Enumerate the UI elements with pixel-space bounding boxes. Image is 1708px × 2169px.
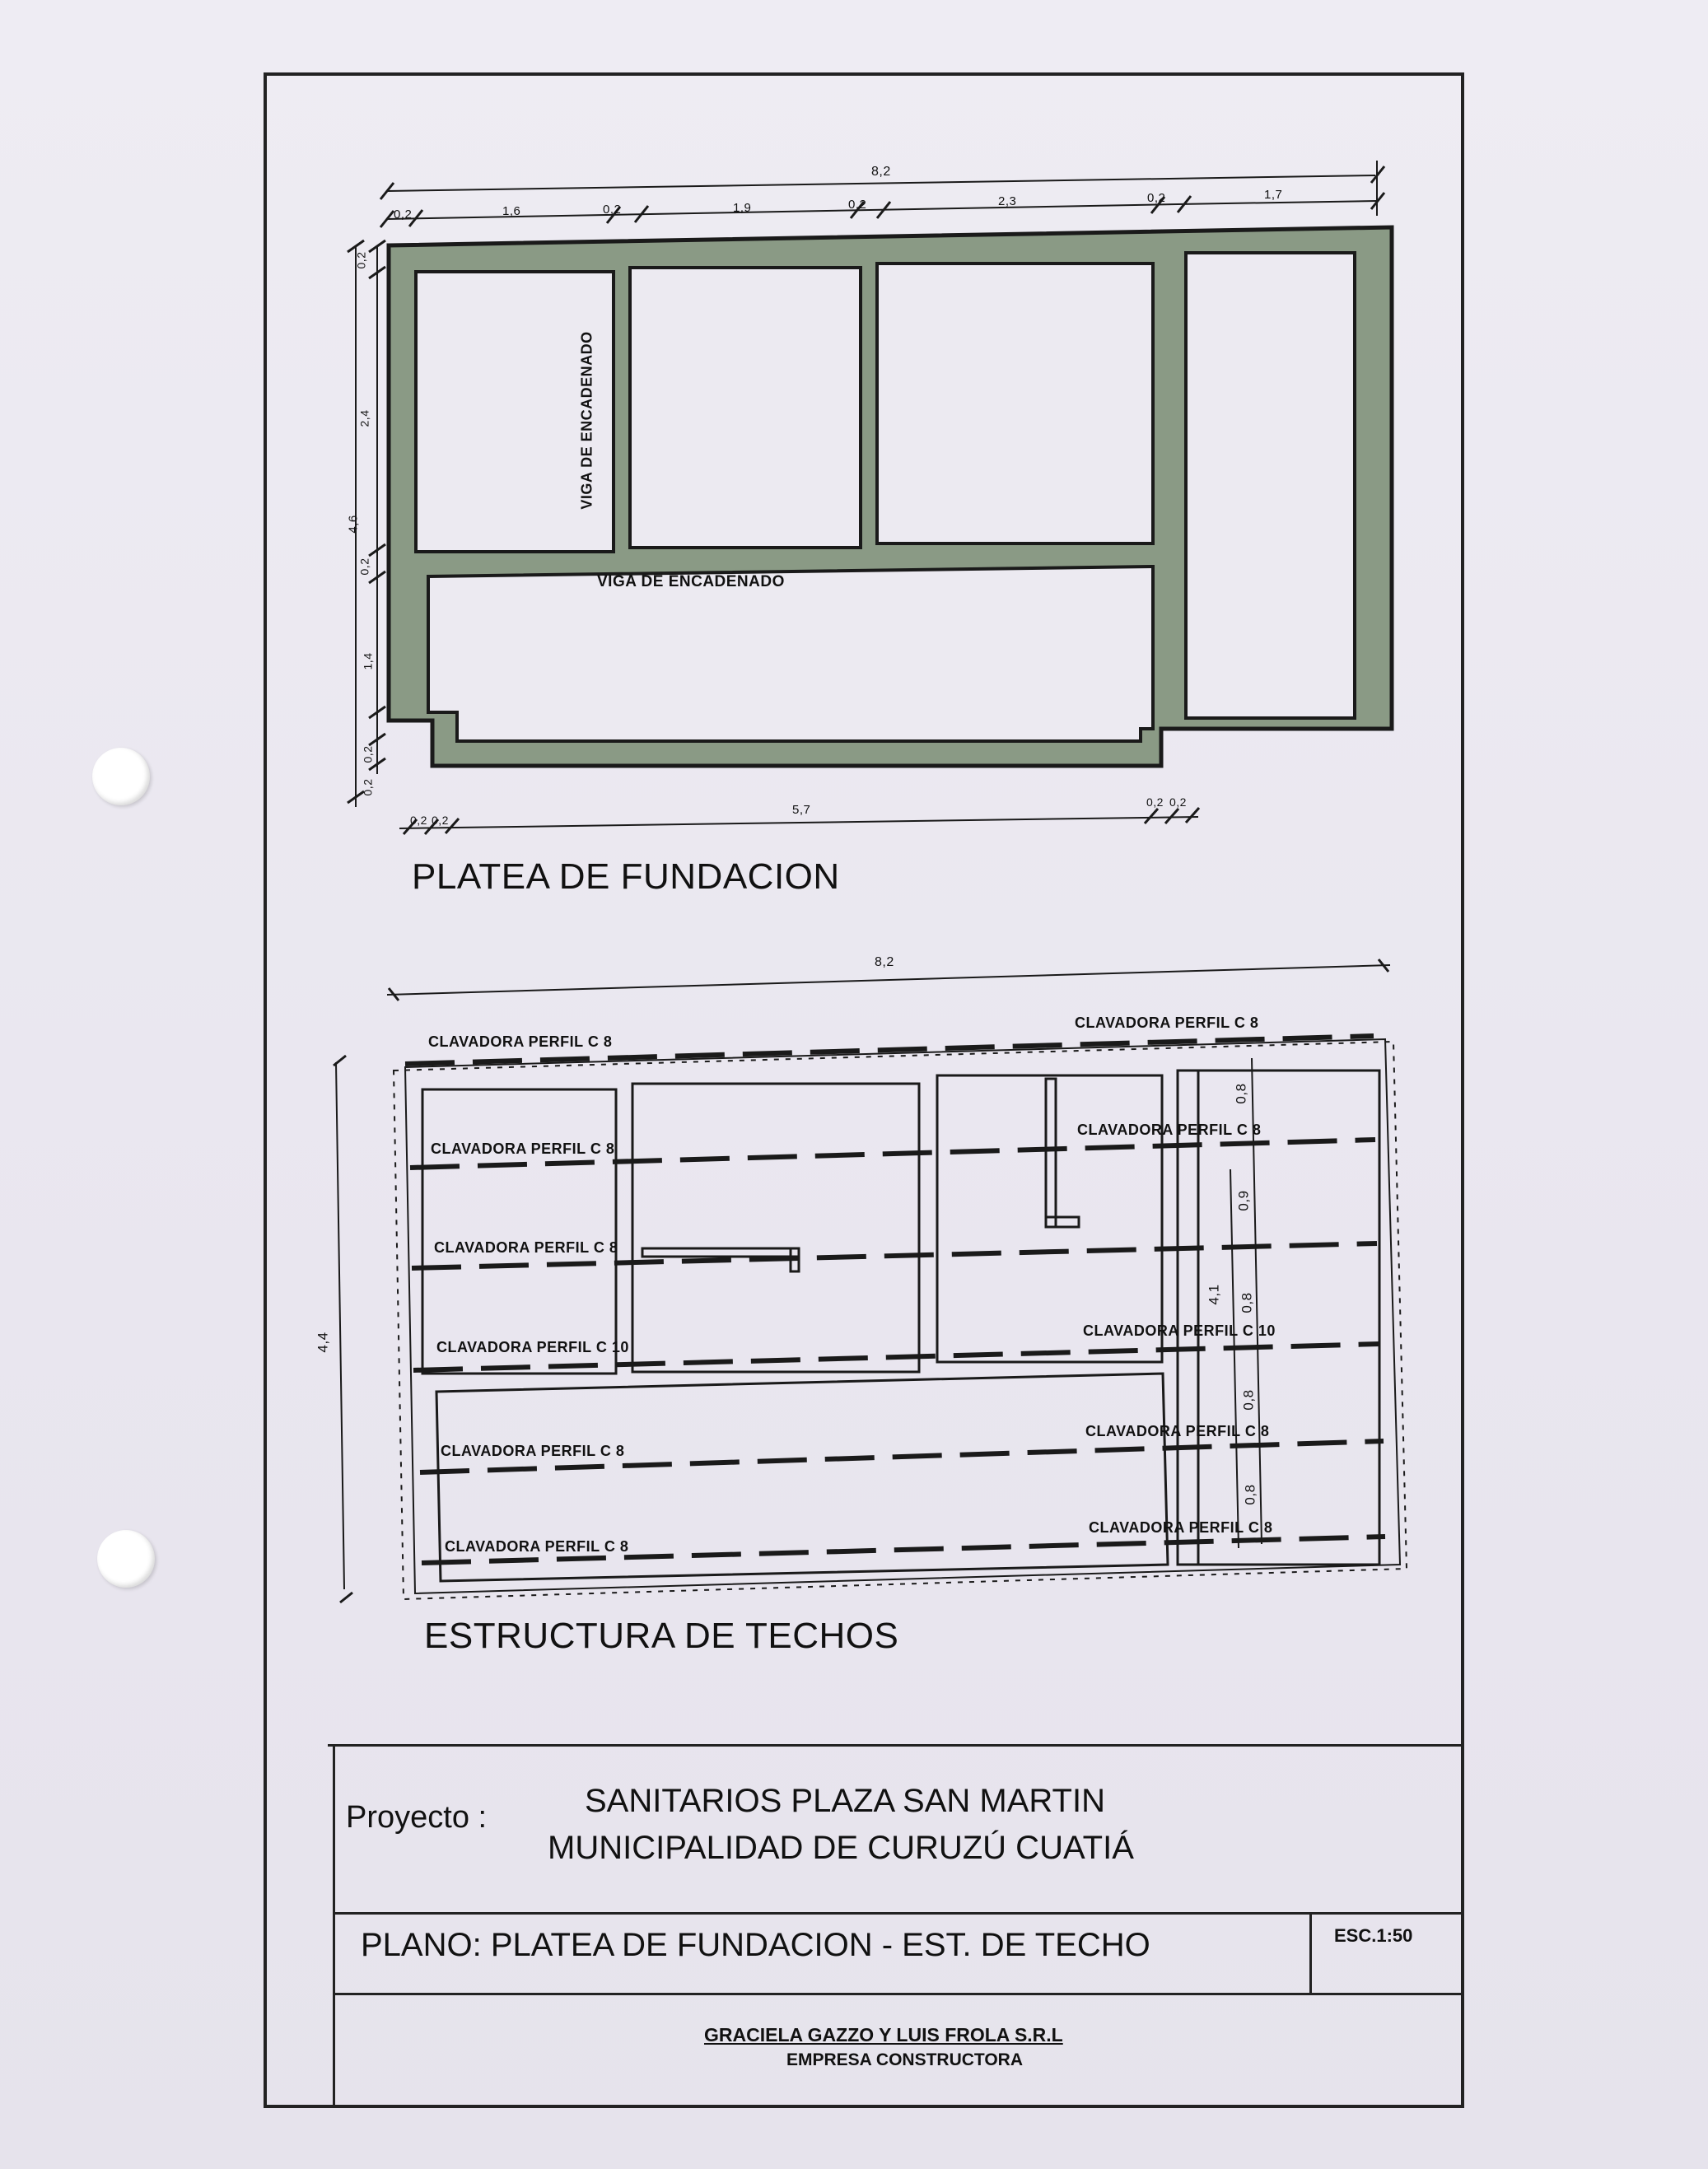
foundation-dim-top-8: 1,7 — [1264, 188, 1283, 202]
purlin-2-left: CLAVADORA PERFIL C 8 — [431, 1140, 615, 1157]
company-subtitle: EMPRESA CONSTRUCTORA — [786, 2050, 1024, 2069]
beam-label-vertical: VIGA DE ENCADENADO — [578, 331, 595, 510]
foundation-plan — [348, 161, 1392, 834]
purlin-4-right: CLAVADORA PERFIL C 10 — [1083, 1322, 1276, 1339]
roof-dim-top-total: 8,2 — [875, 955, 894, 969]
roof-dim-right-1: 0,8 — [1233, 1083, 1249, 1104]
title-block-left-rule — [333, 1744, 335, 2108]
foundation-room-2 — [630, 268, 861, 548]
roof-dim-inner-total: 4,1 — [1206, 1284, 1222, 1305]
roof-dim-right-3: 0,8 — [1239, 1292, 1255, 1313]
roof-plan-title: ESTRUCTURA DE TECHOS — [424, 1616, 899, 1656]
purlin-5-left: CLAVADORA PERFIL C 8 — [441, 1443, 625, 1459]
foundation-dim-top-total: 8,2 — [871, 165, 891, 179]
foundation-dim-left-total: 4,6 — [346, 515, 361, 534]
title-block-lower-rule — [333, 1993, 1464, 1995]
foundation-dim-left-3: 0,2 — [357, 557, 371, 576]
purlin-4-left: CLAVADORA PERFIL C 10 — [436, 1339, 629, 1355]
roof-room-1 — [422, 1089, 616, 1374]
roof-dim-right-2: 0,9 — [1235, 1190, 1252, 1211]
project-name-line1: SANITARIOS PLAZA SAN MARTIN — [585, 1783, 1105, 1819]
foundation-room-5 — [428, 567, 1153, 741]
foundation-dim-left-2: 2,4 — [357, 409, 371, 427]
roof-plan — [334, 959, 1407, 1602]
foundation-dim-top-5: 0,2 — [848, 198, 867, 212]
foundation-dim-left-4: 1,4 — [361, 652, 375, 670]
foundation-plan-title: PLATEA DE FUNDACION — [412, 856, 840, 897]
foundation-dim-top-1: 0,2 — [394, 208, 413, 222]
purlin-5-right: CLAVADORA PERFIL C 8 — [1085, 1423, 1270, 1439]
roof-dim-right-5: 0,8 — [1242, 1484, 1258, 1505]
title-block-mid-rule — [333, 1912, 1464, 1915]
roof-dim-left-total: 4,4 — [315, 1332, 331, 1353]
foundation-dim-top-6: 2,3 — [998, 194, 1017, 208]
foundation-room-4 — [1186, 253, 1355, 718]
scale-label: ESC.1:50 — [1334, 1925, 1413, 1946]
project-label: Proyecto : — [346, 1800, 488, 1835]
purlin-1-left: CLAVADORA PERFIL C 8 — [428, 1033, 613, 1050]
scale-divider — [1309, 1912, 1312, 1993]
foundation-dim-left-1: 0,2 — [354, 251, 368, 269]
purlin-2-right: CLAVADORA PERFIL C 8 — [1077, 1122, 1262, 1138]
foundation-dim-bottom-2: 0,2 — [432, 814, 449, 827]
foundation-dim-bottom-4: 0,2 — [1146, 795, 1164, 809]
purlin-6-right: CLAVADORA PERFIL C 8 — [1089, 1519, 1273, 1536]
company-name: GRACIELA GAZZO Y LUIS FROLA S.R.L — [704, 2024, 1063, 2045]
project-name-line2: MUNICIPALIDAD DE CURUZÚ CUATIÁ — [548, 1830, 1134, 1866]
foundation-dim-top-7: 0,2 — [1147, 191, 1166, 205]
foundation-dim-bottom-1: 0,2 — [410, 814, 427, 827]
roof-room-3 — [937, 1075, 1162, 1362]
foundation-dim-bottom-3: 5,7 — [792, 803, 811, 817]
foundation-dim-top-2: 1,6 — [502, 204, 521, 218]
purlin-3-left: CLAVADORA PERFIL C 8 — [434, 1239, 618, 1256]
roof-dim-right-4: 0,8 — [1240, 1389, 1257, 1411]
purlin-6-left: CLAVADORA PERFIL C 8 — [445, 1538, 629, 1555]
roof-room-4 — [1178, 1071, 1379, 1565]
foundation-dim-left-5: 0,2 — [361, 745, 375, 763]
roof-room-2 — [632, 1084, 919, 1372]
foundation-dim-bottom-5: 0,2 — [1169, 795, 1187, 809]
foundation-dim-top-4: 1,9 — [733, 201, 752, 215]
purlin-1-right: CLAVADORA PERFIL C 8 — [1075, 1015, 1259, 1031]
foundation-dim-left-6: 0,2 — [361, 778, 375, 796]
foundation-dim-top-3: 0,2 — [603, 203, 622, 217]
title-block-top-rule — [328, 1744, 1464, 1747]
beam-label-horizontal: VIGA DE ENCADENADO — [597, 573, 785, 590]
foundation-room-3 — [877, 264, 1153, 543]
plan-name: PLANO: PLATEA DE FUNDACION - EST. DE TECHO — [361, 1927, 1150, 1963]
